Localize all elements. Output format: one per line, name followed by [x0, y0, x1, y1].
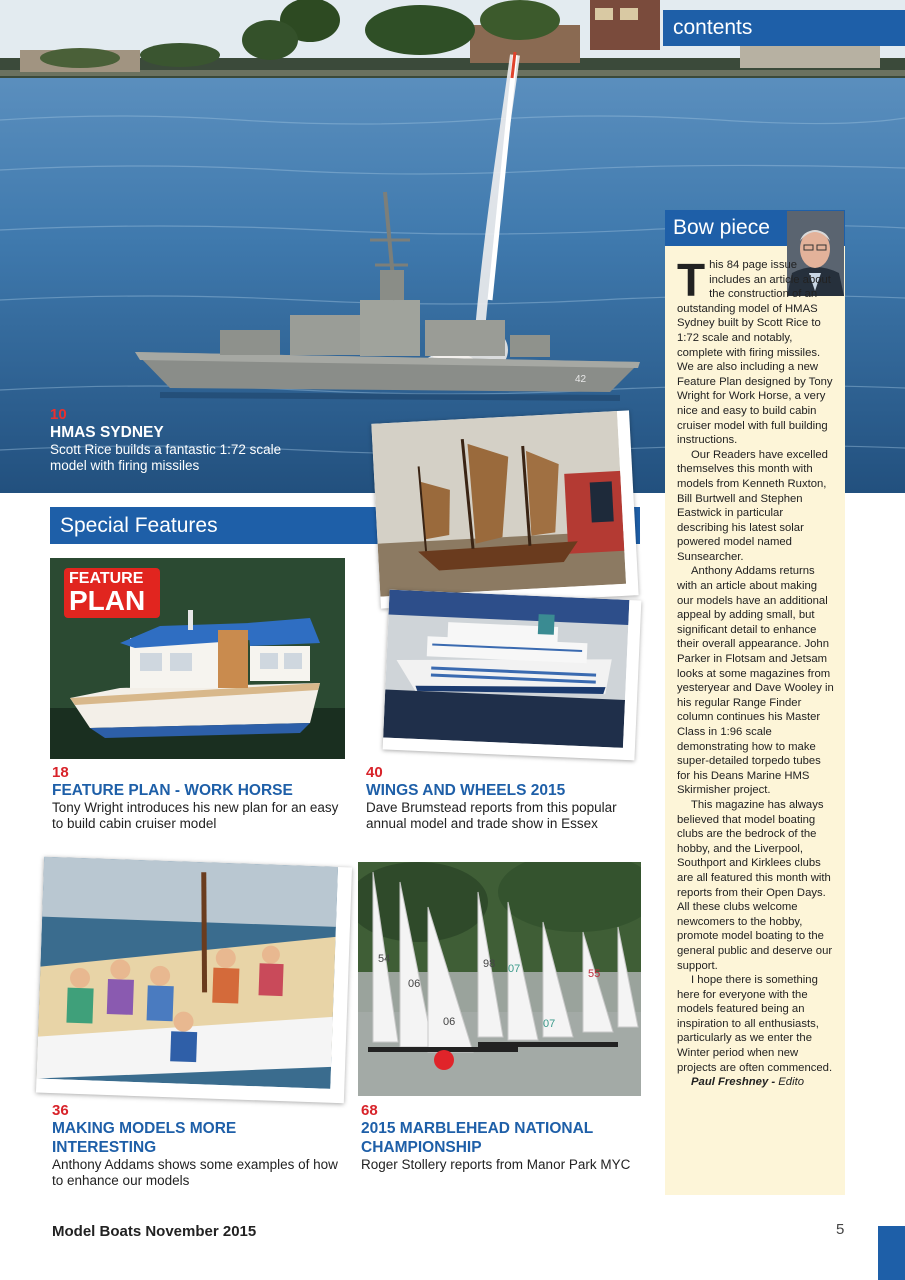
svg-text:07: 07 [543, 1018, 556, 1030]
feature-title: FEATURE PLAN - WORK HORSE [52, 782, 293, 799]
feature-title: WINGS AND WHEELS 2015 [366, 782, 566, 799]
bow-piece-text [677, 254, 835, 1090]
svg-text:98: 98 [483, 958, 496, 970]
feature-title: 2015 MARBLEHEAD NATIONAL CHAMPIONSHIP [361, 1120, 593, 1156]
feature-caption-wings-wheels[interactable] [366, 764, 651, 832]
bow-paragraph-3: Anthony Addams returns with an article about making our models have an additional appeal by adding small, but significant detail to enhance their overall appearance. John Parker in Flotsam and Jetsam looks at some magazines from yesteryear and Dave Wooley in his regular Range Finder column continues his Master Class in 1:96 scale demonstrating how to make super-detailed torpedo tubes for his Deans Marine HMS Skirmisher project. [677, 565, 834, 797]
feature-description: Tony Wright introduces his new plan for an easy to build cabin cruiser model [52, 800, 339, 831]
svg-text:42: 42 [575, 374, 587, 385]
feature-title: HMAS SYDNEY [50, 424, 164, 441]
feature-caption-work-horse[interactable] [52, 764, 342, 832]
feature-plan-photo[interactable] [50, 558, 345, 759]
feature-description: Roger Stollery reports from Manor Park MYC [361, 1157, 631, 1172]
publication-title: Model Boats November 2015 [52, 1223, 257, 1240]
model-figures-photo[interactable] [36, 857, 352, 1104]
special-features-heading: Special Features [50, 507, 640, 544]
feature-description: Scott Rice builds a fantastic 1:72 scale model with firing missiles [50, 442, 282, 473]
bow-piece-heading: Bow piece [665, 210, 845, 246]
drop-cap: T [677, 254, 706, 306]
junk-model-photo[interactable] [371, 410, 638, 608]
page-number: 10 [50, 406, 67, 423]
svg-text:07: 07 [508, 963, 521, 975]
badge-feature: FEATURE [69, 570, 144, 587]
bow-paragraph-2: Our Readers have excelled themselves this month with models from Kenneth Ruxton, Bill Burtwell and Stephen Eastwick in particular describing his latest solar powered model named Sunsearcher. [677, 448, 828, 563]
svg-text:06: 06 [408, 978, 421, 990]
editor-signature: Paul Freshney - Edito [691, 1076, 805, 1089]
page-number-footer: 5 [836, 1221, 845, 1238]
page-number: 18 [52, 764, 69, 781]
page-number: 36 [52, 1102, 69, 1119]
feature-caption-marblehead[interactable] [361, 1102, 646, 1173]
feature-description: Anthony Addams shows some examples of how to enhance our models [52, 1157, 338, 1188]
section-tag: contents [663, 10, 905, 46]
svg-text:06: 06 [443, 1016, 456, 1028]
svg-text:54: 54 [378, 953, 391, 965]
feature-title: MAKING MODELS MORE INTERESTING [52, 1120, 237, 1156]
bow-paragraph-5: I hope there is something here for everyone with the models featured being an inspiration to all enthusiasts, particularly as we enter the Winter period when new projects are often commenced. [677, 974, 833, 1074]
page-number: 68 [361, 1102, 378, 1119]
cruise-ship-photo[interactable] [383, 590, 642, 761]
marblehead-yachts-photo[interactable] [358, 862, 641, 1096]
feature-caption-hmas-sydney[interactable] [50, 406, 310, 474]
svg-text:55: 55 [588, 968, 601, 980]
page-tab [878, 1226, 905, 1280]
bow-paragraph-4: This magazine has always believed that model boating clubs are the bedrock of the hobby, and the Liverpool, Southport and Kirklees clubs are all featured this month with reports from their Open Days. All these clubs welcome newcomers to the hobby, promote model boating to the general public and deserve our support. [677, 798, 833, 972]
page-number: 40 [366, 764, 383, 781]
badge-plan: PLAN [69, 585, 146, 616]
feature-description: Dave Brumstead reports from this popular annual model and trade show in Essex [366, 800, 617, 831]
bow-paragraph-1: his 84 page issue includes an article about the construction of an outstanding model of HMAS Sydney built by Scott Rice to 1:72 scale and notably, complete with firing missiles. We are also including a new Feature Plan designed by Tony Wright for Work Horse, a very nice and easy to build cabin cruiser model with full building instructions. [677, 259, 833, 447]
feature-caption-making-models[interactable] [52, 1102, 342, 1189]
